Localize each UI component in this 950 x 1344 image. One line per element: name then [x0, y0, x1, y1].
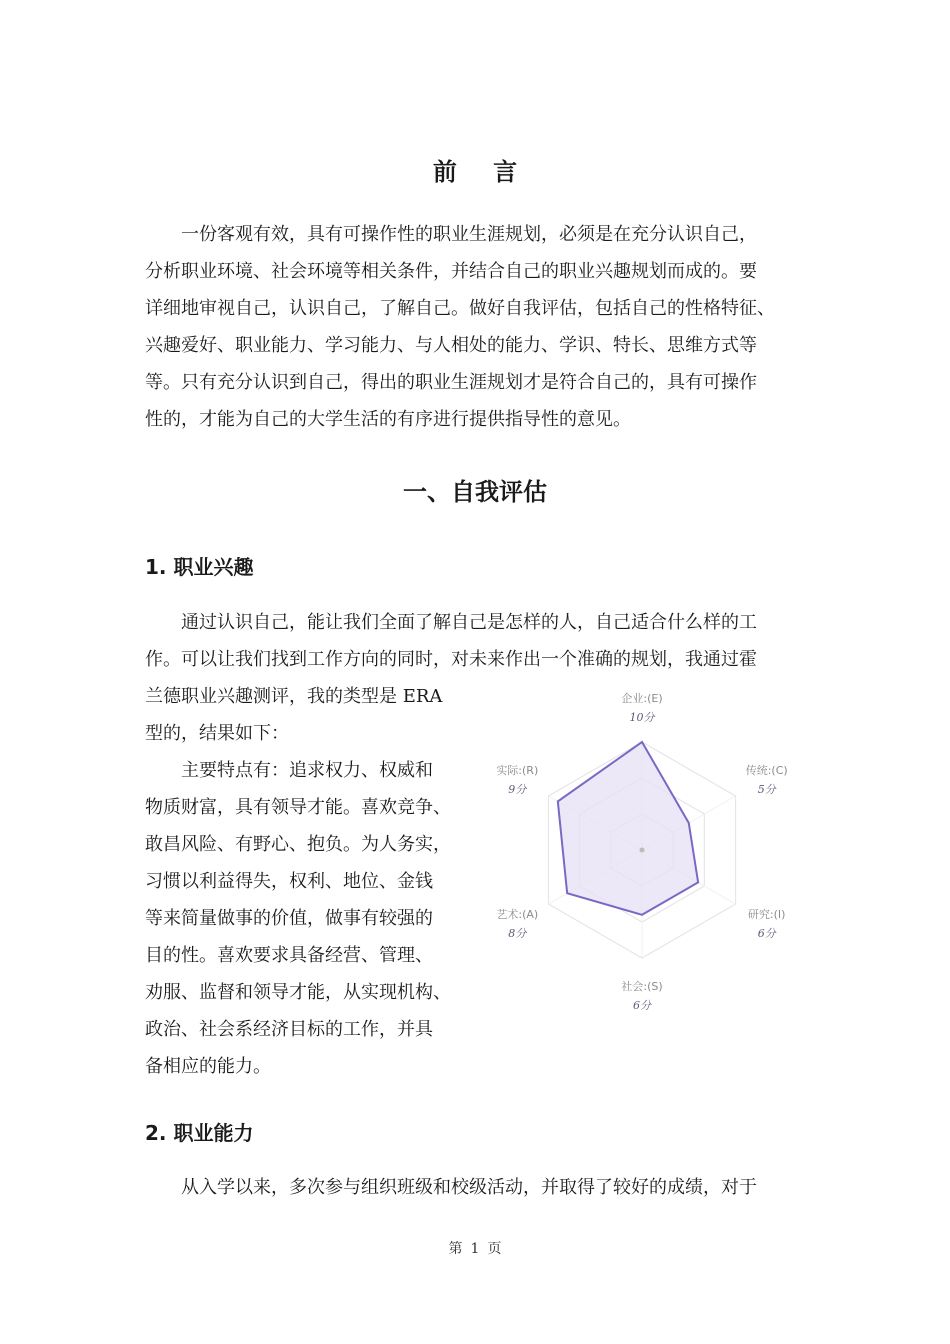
text-line: 从入学以来，多次参与组织班级和校级活动，并取得了较好的成绩，对于: [181, 1177, 757, 1198]
text-line: 等。只有充分认识到自己，得出的职业生涯规划才是符合自己的，具有可操作: [145, 372, 757, 393]
radar-axis-label: 艺术:(A): [496, 908, 539, 921]
subsection-title: 1. 职业兴趣: [145, 555, 254, 579]
text-line: 性的，才能为自己的大学生活的有序进行提供指导性的意见。: [145, 409, 631, 430]
ability-paragraph: [145, 1169, 757, 1206]
radar-score-label: 6分: [757, 927, 776, 940]
text-line: 详细地审视自己，认识自己，了解自己。做好自我评估，包括自己的性格特征、: [145, 298, 775, 319]
radar-score-label: 6分: [633, 999, 651, 1012]
text-line: 通过认识自己，能让我们全面了解自己是怎样的人，自己适合什么样的工: [181, 612, 757, 633]
holland-radar-chart: [480, 692, 810, 1012]
text-line: 习惯以利益得失，权利、地位、金钱: [145, 871, 433, 892]
radar-score-label: 8分: [508, 927, 527, 940]
text-line: 一份客观有效，具有可操作性的职业生涯规划，必须是在充分认识自己，: [181, 224, 757, 245]
radar-score-label: 5分: [757, 783, 776, 796]
radar-axis-label: 企业:(E): [621, 692, 663, 705]
radar-score-label: 9分: [508, 783, 527, 796]
radar-axis-label: 传统:(C): [745, 764, 788, 777]
radar-axis-label: 研究:(I): [747, 908, 786, 921]
text-line: 兴趣爱好、职业能力、学习能力、与人相处的能力、学识、特长、思维方式等: [145, 335, 757, 356]
footer-prefix: 第: [448, 1241, 463, 1257]
section-title: 一、自我评估: [403, 478, 547, 506]
text-line: 分析职业环境、社会环境等相关条件，并结合自己的职业兴趣规划而成的。要: [145, 261, 757, 282]
footer-suffix: 页: [487, 1241, 502, 1257]
radar-center-dot: [640, 848, 645, 853]
subsection-title: 2. 职业能力: [145, 1121, 254, 1145]
page-footer: [0, 1238, 950, 1258]
preface-title: 前 言: [432, 158, 532, 186]
text-line: 政治、社会系经济目标的工作，并具: [145, 1019, 433, 1040]
radar-axis-label: 社会:(S): [621, 980, 663, 993]
text-line: 等来简量做事的价值，做事有较强的: [145, 908, 433, 929]
text-line: 作。可以让我们找到工作方向的同时，对未来作出一个准确的规划，我通过霍: [145, 649, 757, 670]
traits-paragraph: [145, 752, 451, 1085]
preface-paragraph: [145, 216, 775, 438]
text-line: 兰德职业兴趣测评，我的类型是 ERA: [145, 686, 443, 707]
page-number: 1: [470, 1241, 480, 1257]
text-line: 备相应的能力。: [145, 1056, 271, 1077]
text-line: 型的，结果如下：: [145, 723, 289, 744]
text-line: 目的性。喜欢要求具备经营、管理、: [145, 945, 433, 966]
text-line: 劝服、监督和领导才能，从实现机构、: [145, 982, 451, 1003]
text-line: 物质财富，具有领导才能。喜欢竞争、: [145, 797, 451, 818]
text-line: 敢昌风险、有野心、抱负。为人务实，: [145, 834, 451, 855]
radar-score-label: 10分: [629, 711, 655, 724]
radar-axis-label: 实际:(R): [496, 764, 539, 777]
radar-series-area: [558, 742, 698, 915]
text-line: 主要特点有：追求权力、权威和: [181, 760, 433, 781]
